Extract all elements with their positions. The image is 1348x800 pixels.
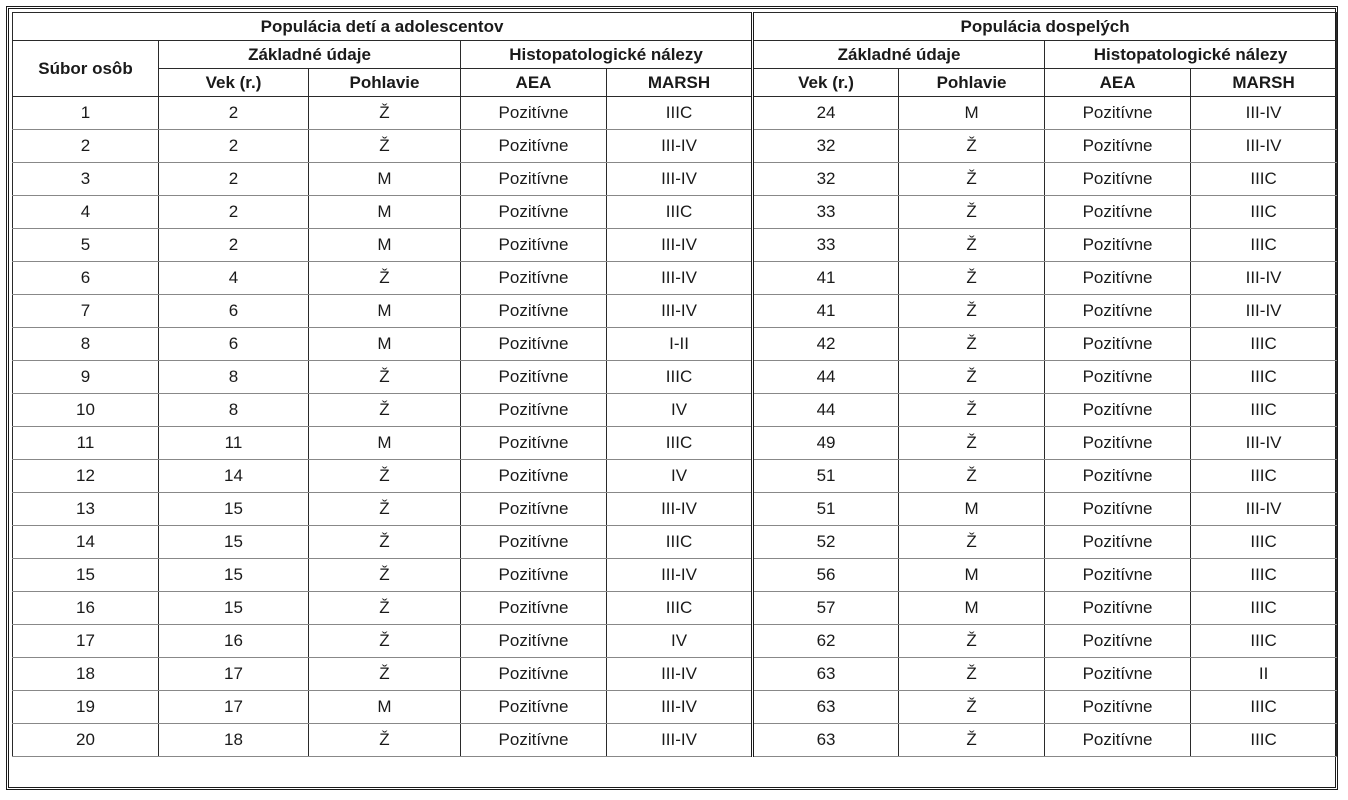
cell-sex-children: Ž — [309, 559, 461, 592]
cell-aea-adults: Pozitívne — [1045, 625, 1191, 658]
cell-sex-children: Ž — [309, 658, 461, 691]
cell-aea-children: Pozitívne — [461, 493, 607, 526]
cell-age-children: 15 — [159, 526, 309, 559]
cell-aea-adults: Pozitívne — [1045, 295, 1191, 328]
cell-age-children: 11 — [159, 427, 309, 460]
cell-age-adults: 63 — [753, 724, 899, 757]
cell-aea-children: Pozitívne — [461, 97, 607, 130]
cell-marsh-adults: IIIC — [1191, 460, 1337, 493]
cell-sex-children: Ž — [309, 592, 461, 625]
cell-sex-children: Ž — [309, 361, 461, 394]
cell-subject-id: 6 — [13, 262, 159, 295]
cell-subject-id: 5 — [13, 229, 159, 262]
cell-aea-children: Pozitívne — [461, 394, 607, 427]
cell-marsh-children: III-IV — [607, 493, 753, 526]
header-basic-adults: Základné údaje — [753, 41, 1045, 69]
cell-aea-adults: Pozitívne — [1045, 97, 1191, 130]
cell-age-adults: 51 — [753, 460, 899, 493]
cell-aea-adults: Pozitívne — [1045, 724, 1191, 757]
cell-sex-children: M — [309, 196, 461, 229]
cell-aea-adults: Pozitívne — [1045, 427, 1191, 460]
cell-subject-id: 4 — [13, 196, 159, 229]
cell-aea-children: Pozitívne — [461, 658, 607, 691]
cell-sex-adults: M — [899, 592, 1045, 625]
cell-sex-children: Ž — [309, 97, 461, 130]
cell-age-adults: 41 — [753, 262, 899, 295]
header-age-adults: Vek (r.) — [753, 69, 899, 97]
cell-aea-adults: Pozitívne — [1045, 559, 1191, 592]
cell-subject-id: 8 — [13, 328, 159, 361]
cell-age-children: 2 — [159, 196, 309, 229]
cell-sex-adults: Ž — [899, 361, 1045, 394]
cell-marsh-children: IIIC — [607, 361, 753, 394]
cell-subject-id: 3 — [13, 163, 159, 196]
cell-aea-adults: Pozitívne — [1045, 658, 1191, 691]
cell-marsh-children: III-IV — [607, 724, 753, 757]
cell-marsh-adults: IIIC — [1191, 196, 1337, 229]
cell-marsh-adults: IIIC — [1191, 625, 1337, 658]
cell-sex-adults: Ž — [899, 262, 1045, 295]
header-subject: Súbor osôb — [13, 41, 159, 97]
cell-age-children: 6 — [159, 295, 309, 328]
cell-aea-children: Pozitívne — [461, 691, 607, 724]
cell-subject-id: 15 — [13, 559, 159, 592]
table-row — [13, 625, 1337, 658]
cell-aea-adults: Pozitívne — [1045, 229, 1191, 262]
cell-sex-children: M — [309, 163, 461, 196]
cell-sex-children: Ž — [309, 394, 461, 427]
cell-age-children: 17 — [159, 691, 309, 724]
cell-subject-id: 11 — [13, 427, 159, 460]
cell-aea-adults: Pozitívne — [1045, 130, 1191, 163]
cell-marsh-children: IIIC — [607, 592, 753, 625]
cell-age-children: 14 — [159, 460, 309, 493]
table-row — [13, 394, 1337, 427]
cell-sex-adults: M — [899, 559, 1045, 592]
cell-sex-children: Ž — [309, 625, 461, 658]
cell-subject-id: 7 — [13, 295, 159, 328]
cell-aea-children: Pozitívne — [461, 262, 607, 295]
cell-aea-adults: Pozitívne — [1045, 691, 1191, 724]
cell-age-adults: 44 — [753, 394, 899, 427]
cell-marsh-adults: IIIC — [1191, 559, 1337, 592]
table-row — [13, 691, 1337, 724]
table-row — [13, 196, 1337, 229]
cell-aea-adults: Pozitívne — [1045, 526, 1191, 559]
cell-sex-children: M — [309, 427, 461, 460]
cell-age-children: 15 — [159, 493, 309, 526]
cell-marsh-adults: III-IV — [1191, 97, 1337, 130]
header-basic-children: Základné údaje — [159, 41, 461, 69]
cell-sex-adults: Ž — [899, 163, 1045, 196]
cell-subject-id: 2 — [13, 130, 159, 163]
cell-marsh-children: III-IV — [607, 691, 753, 724]
table-row — [13, 658, 1337, 691]
cell-age-adults: 52 — [753, 526, 899, 559]
cell-aea-children: Pozitívne — [461, 460, 607, 493]
cell-sex-children: M — [309, 691, 461, 724]
cell-aea-children: Pozitívne — [461, 229, 607, 262]
cell-sex-children: Ž — [309, 460, 461, 493]
cell-age-adults: 56 — [753, 559, 899, 592]
cell-age-adults: 42 — [753, 328, 899, 361]
table-row — [13, 295, 1337, 328]
cell-sex-children: Ž — [309, 526, 461, 559]
table-row — [13, 427, 1337, 460]
cell-age-adults: 33 — [753, 196, 899, 229]
cell-age-adults: 49 — [753, 427, 899, 460]
cell-aea-children: Pozitívne — [461, 559, 607, 592]
cell-marsh-children: IIIC — [607, 526, 753, 559]
cell-aea-children: Pozitívne — [461, 625, 607, 658]
cell-subject-id: 12 — [13, 460, 159, 493]
cell-marsh-children: IV — [607, 625, 753, 658]
cell-sex-adults: Ž — [899, 526, 1045, 559]
cell-aea-children: Pozitívne — [461, 163, 607, 196]
table-row — [13, 559, 1337, 592]
cell-age-adults: 63 — [753, 658, 899, 691]
cell-age-adults: 57 — [753, 592, 899, 625]
cell-sex-children: Ž — [309, 724, 461, 757]
cell-age-children: 2 — [159, 130, 309, 163]
cell-marsh-adults: IIIC — [1191, 592, 1337, 625]
cell-aea-adults: Pozitívne — [1045, 592, 1191, 625]
cell-aea-children: Pozitívne — [461, 328, 607, 361]
header-group-children: Populácia detí a adolescentov — [13, 13, 753, 41]
cell-aea-adults: Pozitívne — [1045, 262, 1191, 295]
cell-marsh-adults: IIIC — [1191, 691, 1337, 724]
cell-marsh-children: IIIC — [607, 427, 753, 460]
cell-aea-adults: Pozitívne — [1045, 361, 1191, 394]
cell-marsh-adults: IIIC — [1191, 724, 1337, 757]
cell-aea-children: Pozitívne — [461, 295, 607, 328]
header-aea-children: AEA — [461, 69, 607, 97]
cell-sex-adults: Ž — [899, 658, 1045, 691]
cell-marsh-children: IIIC — [607, 196, 753, 229]
cell-sex-adults: Ž — [899, 394, 1045, 427]
header-sex-adults: Pohlavie — [899, 69, 1045, 97]
cell-age-adults: 33 — [753, 229, 899, 262]
cell-age-adults: 32 — [753, 163, 899, 196]
cell-sex-adults: Ž — [899, 427, 1045, 460]
cell-sex-adults: Ž — [899, 691, 1045, 724]
cell-marsh-children: III-IV — [607, 559, 753, 592]
header-histo-adults: Histopatologické nálezy — [1045, 41, 1337, 69]
cell-marsh-adults: II — [1191, 658, 1337, 691]
header-marsh-children: MARSH — [607, 69, 753, 97]
cell-sex-adults: Ž — [899, 196, 1045, 229]
cell-age-adults: 51 — [753, 493, 899, 526]
cell-age-children: 8 — [159, 394, 309, 427]
cell-subject-id: 9 — [13, 361, 159, 394]
header-histo-children: Histopatologické nálezy — [461, 41, 753, 69]
cell-sex-adults: M — [899, 97, 1045, 130]
cell-subject-id: 19 — [13, 691, 159, 724]
cell-age-adults: 41 — [753, 295, 899, 328]
cell-aea-children: Pozitívne — [461, 130, 607, 163]
cell-marsh-children: III-IV — [607, 163, 753, 196]
cell-aea-children: Pozitívne — [461, 526, 607, 559]
cell-age-adults: 63 — [753, 691, 899, 724]
cell-age-adults: 24 — [753, 97, 899, 130]
cell-sex-children: Ž — [309, 262, 461, 295]
cell-marsh-adults: IIIC — [1191, 163, 1337, 196]
cell-age-children: 15 — [159, 592, 309, 625]
header-group-adults: Populácia dospelých — [753, 13, 1337, 41]
header-sex-children: Pohlavie — [309, 69, 461, 97]
table-row — [13, 361, 1337, 394]
cell-marsh-children: III-IV — [607, 130, 753, 163]
table-row — [13, 592, 1337, 625]
table-body — [13, 97, 1337, 757]
cell-sex-adults: Ž — [899, 295, 1045, 328]
table-row — [13, 163, 1337, 196]
table-row — [13, 262, 1337, 295]
cell-subject-id: 17 — [13, 625, 159, 658]
cell-aea-adults: Pozitívne — [1045, 460, 1191, 493]
cell-age-children: 8 — [159, 361, 309, 394]
cell-marsh-adults: III-IV — [1191, 493, 1337, 526]
table-row — [13, 493, 1337, 526]
cell-marsh-adults: III-IV — [1191, 427, 1337, 460]
cell-age-children: 18 — [159, 724, 309, 757]
cell-sex-adults: Ž — [899, 724, 1045, 757]
cell-marsh-adults: III-IV — [1191, 295, 1337, 328]
table-row — [13, 460, 1337, 493]
cell-marsh-children: I-II — [607, 328, 753, 361]
cell-age-adults: 32 — [753, 130, 899, 163]
cell-aea-adults: Pozitívne — [1045, 163, 1191, 196]
table-row — [13, 97, 1337, 130]
cell-sex-children: Ž — [309, 130, 461, 163]
cell-marsh-children: III-IV — [607, 295, 753, 328]
table-row — [13, 328, 1337, 361]
cell-sex-adults: Ž — [899, 328, 1045, 361]
cell-marsh-adults: IIIC — [1191, 394, 1337, 427]
cell-marsh-children: IV — [607, 460, 753, 493]
cell-sex-adults: Ž — [899, 460, 1045, 493]
cell-aea-adults: Pozitívne — [1045, 394, 1191, 427]
cell-age-children: 2 — [159, 97, 309, 130]
cell-sex-adults: Ž — [899, 625, 1045, 658]
cell-subject-id: 18 — [13, 658, 159, 691]
table-row — [13, 130, 1337, 163]
table-row — [13, 229, 1337, 262]
cell-subject-id: 10 — [13, 394, 159, 427]
cell-subject-id: 1 — [13, 97, 159, 130]
cell-aea-children: Pozitívne — [461, 427, 607, 460]
cell-age-children: 16 — [159, 625, 309, 658]
header-aea-adults: AEA — [1045, 69, 1191, 97]
cell-subject-id: 16 — [13, 592, 159, 625]
cell-sex-children: Ž — [309, 493, 461, 526]
cell-age-adults: 44 — [753, 361, 899, 394]
cell-age-children: 17 — [159, 658, 309, 691]
table-row — [13, 526, 1337, 559]
cell-sex-adults: Ž — [899, 229, 1045, 262]
cell-marsh-children: IV — [607, 394, 753, 427]
cell-aea-adults: Pozitívne — [1045, 196, 1191, 229]
cell-marsh-children: III-IV — [607, 262, 753, 295]
cell-marsh-adults: IIIC — [1191, 229, 1337, 262]
header-marsh-adults: MARSH — [1191, 69, 1337, 97]
cell-sex-adults: Ž — [899, 130, 1045, 163]
cell-age-adults: 62 — [753, 625, 899, 658]
table-row — [13, 724, 1337, 757]
cell-age-children: 4 — [159, 262, 309, 295]
cell-aea-children: Pozitívne — [461, 361, 607, 394]
cell-marsh-adults: IIIC — [1191, 526, 1337, 559]
cell-marsh-children: III-IV — [607, 658, 753, 691]
cell-aea-children: Pozitívne — [461, 724, 607, 757]
cell-subject-id: 13 — [13, 493, 159, 526]
cell-marsh-adults: IIIC — [1191, 361, 1337, 394]
cell-sex-adults: M — [899, 493, 1045, 526]
cell-sex-children: M — [309, 229, 461, 262]
cell-marsh-adults: III-IV — [1191, 130, 1337, 163]
cell-marsh-children: IIIC — [607, 97, 753, 130]
cell-aea-children: Pozitívne — [461, 196, 607, 229]
cell-age-children: 2 — [159, 229, 309, 262]
cell-aea-children: Pozitívne — [461, 592, 607, 625]
cell-marsh-adults: III-IV — [1191, 262, 1337, 295]
cell-marsh-children: III-IV — [607, 229, 753, 262]
cell-subject-id: 20 — [13, 724, 159, 757]
header-age-children: Vek (r.) — [159, 69, 309, 97]
cell-sex-children: M — [309, 295, 461, 328]
cell-age-children: 15 — [159, 559, 309, 592]
cell-sex-children: M — [309, 328, 461, 361]
data-table — [12, 12, 1337, 757]
cell-marsh-adults: IIIC — [1191, 328, 1337, 361]
cell-age-children: 6 — [159, 328, 309, 361]
cell-aea-adults: Pozitívne — [1045, 328, 1191, 361]
cell-age-children: 2 — [159, 163, 309, 196]
cell-subject-id: 14 — [13, 526, 159, 559]
cell-aea-adults: Pozitívne — [1045, 493, 1191, 526]
